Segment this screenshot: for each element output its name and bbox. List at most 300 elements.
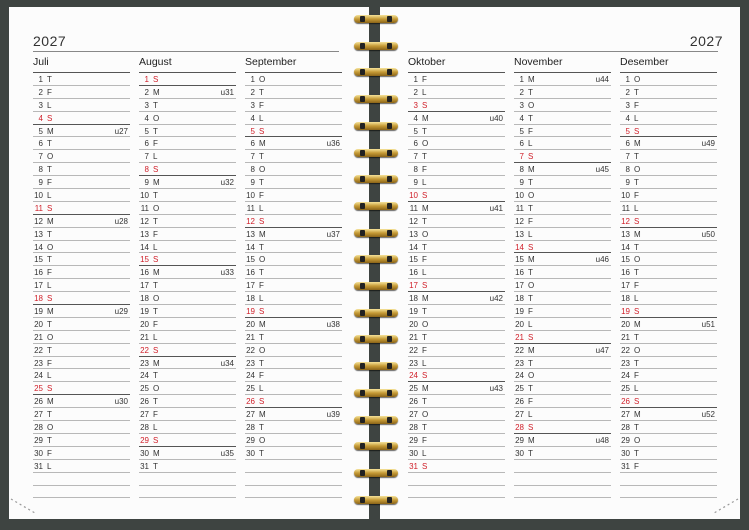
week-number: u41 (489, 203, 503, 213)
day-number: 23 (621, 358, 630, 368)
spiral-coil (354, 332, 398, 346)
weekday-letter: T (634, 152, 639, 162)
weekday-letter: L (47, 191, 52, 201)
weekday-letter: F (47, 87, 52, 97)
day-number: 5 (519, 126, 524, 136)
day-row (139, 408, 236, 421)
day-row (245, 125, 342, 138)
weekday-letter: M (259, 229, 266, 239)
weekday-letter: T (634, 423, 639, 433)
day-row (620, 344, 717, 357)
weekday-letter: O (47, 242, 54, 252)
day-row (514, 228, 611, 241)
day-number: 27 (34, 410, 43, 420)
weekday-letter: T (422, 397, 427, 407)
day-row (245, 357, 342, 370)
day-number: 19 (409, 307, 418, 317)
day-row (139, 305, 236, 318)
weekday-letter: T (528, 87, 533, 97)
day-row (245, 176, 342, 189)
day-row (139, 266, 236, 279)
day-number: 6 (144, 139, 149, 149)
day-number: 17 (246, 281, 255, 291)
weekday-letter: M (259, 410, 266, 420)
weekday-letter: O (259, 255, 266, 265)
weekday-letter: S (634, 216, 640, 226)
day-row (245, 408, 342, 421)
weekday-letter: M (528, 75, 535, 84)
spiral-coil (354, 439, 398, 453)
day-number: 28 (621, 423, 630, 433)
day-number: 31 (34, 461, 43, 471)
day-number: 20 (409, 319, 418, 329)
day-number: 20 (621, 319, 630, 329)
day-row (33, 266, 130, 279)
weekday-letter: O (528, 371, 535, 381)
week-number: u28 (114, 216, 128, 226)
day-row (514, 421, 611, 434)
day-row (139, 318, 236, 331)
day-row (408, 73, 505, 86)
blank-line (514, 486, 611, 499)
day-number: 18 (34, 294, 43, 304)
day-row (33, 382, 130, 395)
day-row (245, 434, 342, 447)
blank-line (408, 473, 505, 486)
week-number: u52 (701, 410, 715, 420)
day-number: 16 (409, 268, 418, 278)
day-number: 18 (621, 294, 630, 304)
day-row (245, 137, 342, 150)
day-row (620, 86, 717, 99)
day-row (408, 279, 505, 292)
weekday-letter: F (528, 397, 533, 407)
day-number: 1 (144, 75, 149, 84)
day-row (408, 331, 505, 344)
spiral-coil (354, 252, 398, 266)
weekday-letter: F (528, 126, 533, 136)
day-row (408, 382, 505, 395)
day-row (245, 241, 342, 254)
weekday-letter: M (153, 178, 160, 188)
day-number: 20 (34, 319, 43, 329)
week-number: u51 (701, 319, 715, 329)
day-row (245, 189, 342, 202)
day-number: 24 (140, 371, 149, 381)
weekday-letter: O (422, 229, 429, 239)
day-row (245, 266, 342, 279)
day-number: 19 (515, 307, 524, 317)
day-number: 10 (515, 191, 524, 201)
weekday-letter: T (634, 178, 639, 188)
weekday-letter: F (634, 100, 639, 110)
day-row (245, 369, 342, 382)
month-name: August (139, 56, 172, 68)
day-row (139, 434, 236, 447)
weekday-letter: L (634, 203, 639, 213)
week-number: u29 (114, 307, 128, 317)
day-row (245, 215, 342, 228)
weekday-letter: O (422, 319, 429, 329)
day-row (408, 357, 505, 370)
day-row (620, 125, 717, 138)
day-number: 25 (246, 384, 255, 394)
day-row (620, 279, 717, 292)
day-row (620, 215, 717, 228)
weekday-letter: L (422, 178, 427, 188)
day-row (408, 86, 505, 99)
weekday-letter: L (422, 448, 427, 458)
day-row (139, 253, 236, 266)
day-number: 26 (140, 397, 149, 407)
day-row (408, 408, 505, 421)
day-number: 19 (34, 307, 43, 317)
weekday-letter: S (259, 307, 265, 317)
day-row (139, 395, 236, 408)
week-number: u27 (114, 126, 128, 136)
day-row (514, 125, 611, 138)
day-number: 7 (250, 152, 255, 162)
day-row (33, 99, 130, 112)
day-number: 16 (246, 268, 255, 278)
day-number: 14 (515, 242, 524, 252)
day-number: 1 (38, 75, 43, 84)
day-row (514, 344, 611, 357)
day-row (245, 150, 342, 163)
day-number: 22 (34, 345, 43, 355)
day-number: 16 (621, 268, 630, 278)
day-row (139, 215, 236, 228)
day-row (245, 228, 342, 241)
day-row (33, 163, 130, 176)
day-number: 28 (34, 423, 43, 433)
day-row (514, 395, 611, 408)
day-number: 2 (625, 87, 630, 97)
day-row (514, 215, 611, 228)
week-number: u37 (326, 229, 340, 239)
weekday-letter: L (528, 319, 533, 329)
blank-line (245, 473, 342, 486)
weekday-letter: F (47, 178, 52, 188)
weekday-letter: O (259, 345, 266, 355)
day-number: 22 (621, 345, 630, 355)
day-number: 21 (409, 332, 418, 342)
blank-line (514, 460, 611, 473)
day-row (514, 176, 611, 189)
weekday-letter: L (634, 384, 639, 394)
weekday-letter: T (528, 294, 533, 304)
day-number: 25 (515, 384, 524, 394)
day-row (514, 382, 611, 395)
weekday-letter: F (47, 358, 52, 368)
day-row (514, 73, 611, 86)
day-number: 9 (144, 178, 149, 188)
day-number: 24 (621, 371, 630, 381)
spiral-coil (354, 199, 398, 213)
weekday-letter: M (153, 87, 160, 97)
day-row (408, 112, 505, 125)
day-row (245, 292, 342, 305)
year-label: 2027 (33, 33, 67, 49)
weekday-letter: L (259, 113, 264, 123)
weekday-letter: T (47, 75, 52, 84)
day-number: 3 (250, 100, 255, 110)
blank-line (245, 460, 342, 473)
weekday-letter: T (47, 165, 52, 175)
day-row (514, 434, 611, 447)
month-column (245, 52, 342, 498)
weekday-letter: M (634, 319, 641, 329)
day-number: 1 (250, 75, 255, 84)
day-row (33, 318, 130, 331)
weekday-letter: M (47, 307, 54, 317)
spiral-coil (354, 493, 398, 507)
spiral-coil (354, 172, 398, 186)
day-number: 22 (140, 345, 149, 355)
day-row (408, 434, 505, 447)
day-number: 7 (38, 152, 43, 162)
day-row (139, 137, 236, 150)
weekday-letter: S (634, 307, 640, 317)
weekday-letter: M (634, 139, 641, 149)
day-row (620, 434, 717, 447)
weekday-letter: F (259, 371, 264, 381)
day-row (139, 460, 236, 473)
day-row (620, 318, 717, 331)
month-name: Desember (620, 56, 669, 68)
day-row (620, 150, 717, 163)
day-row (245, 73, 342, 86)
day-number: 12 (621, 216, 630, 226)
weekday-letter: T (153, 461, 158, 471)
day-number: 17 (34, 281, 43, 291)
spiral-coil (354, 413, 398, 427)
week-number: u49 (701, 139, 715, 149)
day-number: 30 (621, 448, 630, 458)
day-number: 22 (515, 345, 524, 355)
day-row (620, 292, 717, 305)
day-number: 9 (250, 178, 255, 188)
weekday-letter: S (634, 397, 640, 407)
day-row (620, 305, 717, 318)
weekday-letter: T (259, 242, 264, 252)
weekday-letter: F (422, 345, 427, 355)
day-number: 8 (250, 165, 255, 175)
day-row (514, 292, 611, 305)
weekday-letter: T (422, 242, 427, 252)
weekday-letter: F (422, 75, 427, 84)
weekday-letter: T (47, 435, 52, 445)
day-number: 17 (621, 281, 630, 291)
day-row (514, 266, 611, 279)
day-row (33, 150, 130, 163)
day-number: 9 (519, 178, 524, 188)
day-row (139, 369, 236, 382)
day-number: 3 (625, 100, 630, 110)
weekday-letter: S (528, 423, 534, 433)
day-row (245, 421, 342, 434)
weekday-letter: L (259, 203, 264, 213)
weekday-letter: F (528, 307, 533, 317)
weekday-letter: T (259, 87, 264, 97)
day-row (408, 137, 505, 150)
day-number: 21 (515, 332, 524, 342)
day-number: 12 (34, 216, 43, 226)
day-row (139, 357, 236, 370)
day-row (33, 434, 130, 447)
weekday-letter: T (634, 332, 639, 342)
weekday-letter: M (47, 126, 54, 136)
weekday-letter: T (259, 358, 264, 368)
weekday-letter: L (153, 332, 158, 342)
weekday-letter: T (528, 178, 533, 188)
day-number: 24 (34, 371, 43, 381)
day-row (514, 253, 611, 266)
day-row (245, 112, 342, 125)
weekday-letter: S (259, 126, 265, 136)
day-number: 6 (250, 139, 255, 149)
day-number: 3 (413, 100, 418, 110)
weekday-letter: M (153, 268, 160, 278)
weekday-letter: S (422, 461, 428, 471)
day-number: 4 (144, 113, 149, 123)
day-row (33, 86, 130, 99)
weekday-letter: L (47, 281, 52, 291)
month-name: Oktober (408, 56, 446, 68)
day-number: 11 (246, 203, 255, 213)
day-row (408, 150, 505, 163)
day-number: 29 (621, 435, 630, 445)
weekday-letter: M (153, 448, 160, 458)
weekday-letter: T (153, 126, 158, 136)
weekday-letter: T (422, 332, 427, 342)
day-number: 15 (34, 255, 43, 265)
spiral-coil (354, 386, 398, 400)
weekday-letter: O (634, 165, 641, 175)
week-number: u35 (220, 448, 234, 458)
day-number: 11 (515, 203, 524, 213)
day-row (514, 99, 611, 112)
weekday-letter: F (634, 371, 639, 381)
day-row (408, 447, 505, 460)
day-number: 10 (409, 191, 418, 201)
month-name: September (245, 56, 297, 68)
day-row (139, 176, 236, 189)
weekday-letter: T (634, 268, 639, 278)
weekday-letter: S (528, 152, 534, 162)
day-row (514, 112, 611, 125)
day-row (514, 408, 611, 421)
day-row (139, 150, 236, 163)
weekday-letter: M (528, 165, 535, 175)
weekday-letter: T (422, 307, 427, 317)
day-number: 15 (515, 255, 524, 265)
weekday-letter: S (259, 397, 265, 407)
day-number: 14 (140, 242, 149, 252)
weekday-letter: F (153, 410, 158, 420)
day-row (620, 202, 717, 215)
week-number: u36 (326, 139, 340, 149)
day-number: 26 (246, 397, 255, 407)
weekday-letter: O (634, 435, 641, 445)
weekday-letter: T (153, 281, 158, 291)
day-number: 10 (621, 191, 630, 201)
day-row (620, 73, 717, 86)
weekday-letter: L (259, 294, 264, 304)
day-row (33, 460, 130, 473)
day-number: 29 (515, 435, 524, 445)
weekday-letter: T (528, 203, 533, 213)
day-row (408, 228, 505, 241)
day-number: 29 (140, 435, 149, 445)
weekday-letter: T (153, 191, 158, 201)
blank-line (620, 486, 717, 499)
weekday-letter: L (528, 139, 533, 149)
day-number: 30 (34, 448, 43, 458)
weekday-letter: S (422, 191, 428, 201)
weekday-letter: M (422, 203, 429, 213)
day-number: 21 (246, 332, 255, 342)
weekday-letter: L (47, 100, 52, 110)
day-row (514, 369, 611, 382)
day-number: 24 (246, 371, 255, 381)
blank-line (139, 473, 236, 486)
day-row (245, 395, 342, 408)
weekday-letter: O (528, 281, 535, 291)
day-number: 25 (621, 384, 630, 394)
day-number: 8 (413, 165, 418, 175)
month-column (408, 52, 505, 498)
weekday-letter: O (153, 384, 160, 394)
weekday-letter: S (153, 345, 159, 355)
day-number: 15 (621, 255, 630, 265)
weekday-letter: F (634, 191, 639, 201)
day-row (33, 408, 130, 421)
day-number: 17 (515, 281, 524, 291)
weekday-letter: S (528, 332, 534, 342)
day-row (514, 189, 611, 202)
day-row (408, 369, 505, 382)
day-number: 14 (409, 242, 418, 252)
day-number: 2 (519, 87, 524, 97)
day-number: 8 (38, 165, 43, 175)
day-number: 8 (625, 165, 630, 175)
spiral-coil (354, 12, 398, 26)
day-row (620, 99, 717, 112)
day-row (33, 73, 130, 86)
week-number: u39 (326, 410, 340, 420)
week-number: u38 (326, 319, 340, 329)
day-number: 5 (144, 126, 149, 136)
day-number: 26 (515, 397, 524, 407)
day-number: 31 (140, 461, 149, 471)
day-number: 30 (515, 448, 524, 458)
day-row (33, 447, 130, 460)
weekday-letter: F (259, 191, 264, 201)
day-row (139, 228, 236, 241)
day-row (620, 460, 717, 473)
day-number: 22 (409, 345, 418, 355)
day-number: 17 (409, 281, 418, 291)
day-row (408, 305, 505, 318)
weekday-letter: T (422, 152, 427, 162)
day-number: 20 (515, 319, 524, 329)
week-number: u33 (220, 268, 234, 278)
day-row (245, 86, 342, 99)
weekday-letter: S (153, 255, 159, 265)
day-number: 1 (413, 75, 418, 84)
day-number: 13 (140, 229, 149, 239)
